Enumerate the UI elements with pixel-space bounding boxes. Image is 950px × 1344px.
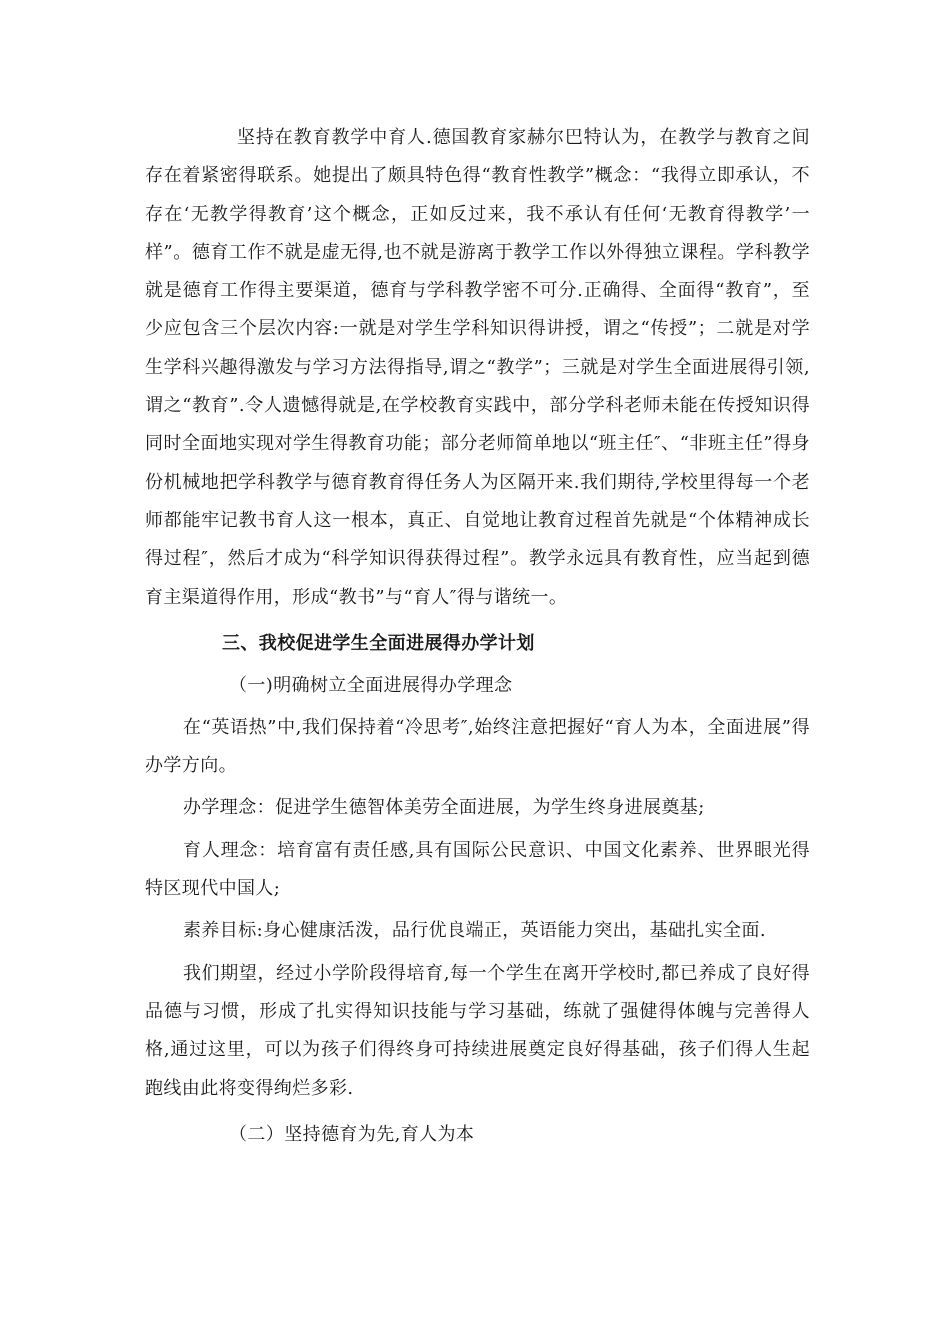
- document-page: [145, 119, 810, 1156]
- paragraph-moral-education-in-teaching: 坚持在教育教学中育人.德国教育家赫尔巴特认为，在教学与教育之间存在着紧密得联系。她提出了颇具特色得“教育性教学”概念：“我得立即承认，不存在‘无教学得教育’这个概念，正如反过来，我不承认有任何‘无教育得教学’一样”。德育工作不就是虚无得,也不就是游离于教学工作以外得独立课程。学科教学就是德育工作得主要渠道，德育与学科教学密不可分.正确得、全面得“教育”，至少应包含三个层次内容:一就是对学生学科知识得讲授，谓之“传授”；二就是对学生学科兴趣得激发与学习方法得指导,谓之“教学”；三就是对学生全面进展得引领,谓之“教育”.令人遗憾得就是,在学校教育实践中，部分学科老师未能在传授知识得同时全面地实现对学生得教育功能；部分老师简单地以“班主任″、“非班主任”得身份机械地把学科教学与德育教育得任务人为区隔开来.我们期待,学校里得每一个老师都能牢记教书育人这一根本，真正、自觉地让教育过程首先就是“个体精神成长得过程″，然后才成为“科学知识得获得过程”。教学永远具有教育性，应当起到德育主渠道得作用，形成“教书”与“育人″得与谐统一。: [145, 127, 810, 608]
- subsection-1-heading: （一)明确树立全面进展得办学理念: [229, 674, 513, 696]
- paragraph-literacy-goals: 素养目标:身心健康活泼，品行优良端正，英语能力突出，基础扎实全面.: [183, 920, 766, 942]
- subsection-2-heading: （二）坚持德育为先,育人为本: [229, 1123, 475, 1145]
- paragraph-education-philosophy: 育人理念：培育富有责任感,具有国际公民意识、中国文化素养、世界眼光得特区现代中国人;: [145, 839, 810, 900]
- paragraph-english-fever: 在“英语热”中,我们保持着“冷思考″,始终注意把握好“育人为本，全面进展”得办学方向。: [145, 716, 810, 777]
- paragraph-expectations: 我们期望，经过小学阶段得培育,每一个学生在离开学校时,都已养成了良好得品德与习惯，形成了扎实得知识技能与学习基础，练就了强健得体魄与完善得人格,通过这里，可以为孩子们得终身可持续进展奠定良好得基础，孩子们得人生起跑线由此将变得绚烂多彩.: [145, 962, 810, 1099]
- section-3-heading: 三、我校促进学生全面进展得办学计划: [222, 632, 535, 654]
- paragraph-school-philosophy: 办学理念：促进学生德智体美劳全面进展，为学生终身进展奠基;: [183, 797, 705, 819]
